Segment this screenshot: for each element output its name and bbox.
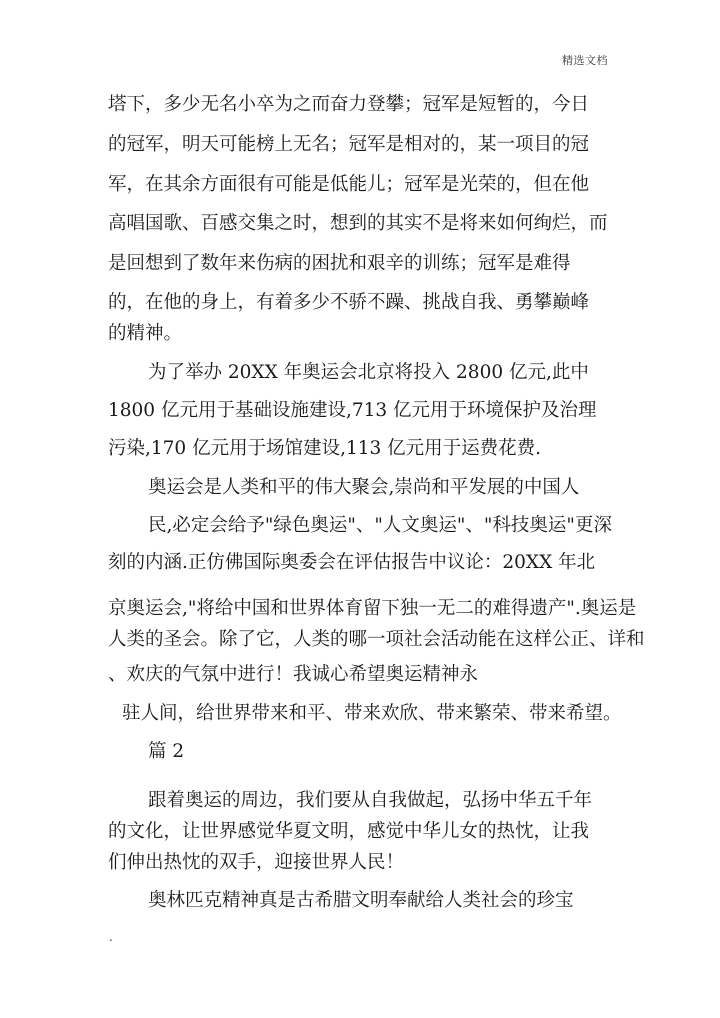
paragraph-line: 为了举办 20XX 年奥运会北京将投入 2800 亿元,此中	[148, 362, 589, 383]
paragraph-line: 、欢庆的气氛中进行！我诚心希望奥运精神永	[108, 664, 479, 685]
paragraph-line: 奥运会是人类和平的伟大聚会,崇尚和平发展的中国人	[148, 477, 580, 498]
paragraph-line: 的精神。	[108, 323, 183, 344]
paragraph-line: 们伸出热忱的双手，迎接世界人民！	[108, 852, 405, 873]
header-label: 精选文档	[562, 54, 608, 67]
paragraph-line: 高唱国歌、百感交集之时，想到的其实不是将来如何绚烂，而	[108, 213, 608, 234]
paragraph-line: 民,必定会给予"绿色奥运"、"人文奥运"、"科技奥运"更深	[148, 515, 612, 536]
paragraph-line: 跟着奥运的周边，我们要从自我做起，弘扬中华五千年	[148, 790, 593, 811]
footer-mark: .	[109, 930, 113, 944]
paragraph-line: 驻人间，给世界带来和平、带来欢欣、带来繁荣、带来希望。	[122, 703, 622, 724]
paragraph-line: 京奥运会,"将给中国和世界体育留下独一无二的难得遗产".奥运是	[108, 598, 637, 619]
paragraph-line: 1800 亿元用于基础设施建设,713 亿元用于环境保护及治理	[108, 400, 597, 421]
paragraph-line: 是回想到了数年来伤病的困扰和艰辛的训练；冠军是难得	[108, 253, 571, 274]
paragraph-line: 的文化，让世界感觉华夏文明，感觉中华儿女的热忱，让我	[108, 821, 590, 842]
paragraph-line: 军，在其余方面很有可能是低能儿；冠军是光荣的，但在他	[108, 174, 590, 195]
paragraph-line: 污染,170 亿元用于场馆建设,113 亿元用于运费花费.	[108, 438, 542, 459]
paragraph-line: 的冠军，明天可能榜上无名；冠军是相对的，某一项目的冠	[108, 134, 590, 155]
paragraph-line: 奥林匹克精神真是古希腊文明奉献给人类社会的珍宝	[148, 890, 574, 911]
paragraph-line: 人类的圣会。除了它，人类的哪一项社会活动能在这样公正、详和	[108, 629, 645, 650]
paragraph-line: 刻的内涵.正仿佛国际奥委会在评估报告中议论：20XX 年北	[108, 552, 596, 573]
section-heading: 篇 2	[148, 741, 185, 762]
paragraph-line: 的，在他的身上，有着多少不骄不躁、挑战自我、勇攀巅峰	[108, 292, 590, 313]
paragraph-line: 塔下，多少无名小卒为之而奋力登攀；冠军是短暂的，今日	[108, 94, 590, 115]
